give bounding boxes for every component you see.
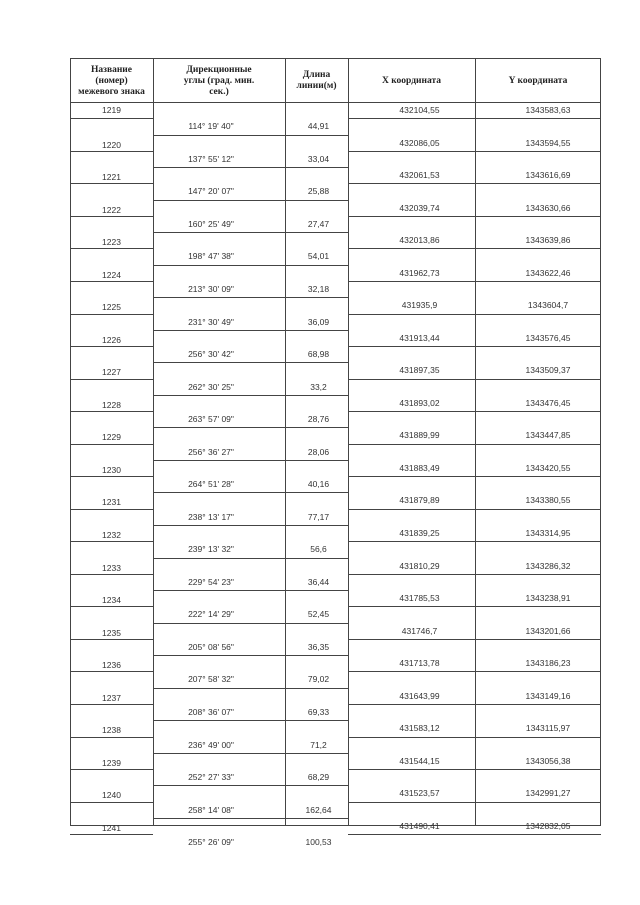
segment-row-rule xyxy=(153,330,348,331)
x-coordinate-cell: 431810,29 xyxy=(399,561,440,571)
segment-row-rule xyxy=(153,590,348,591)
segment-row-rule xyxy=(153,135,348,136)
direction-angle-cell: 256° 30' 42" xyxy=(188,349,234,359)
y-coordinate-cell: 1343115,97 xyxy=(525,723,571,733)
coordinate-row-rule xyxy=(348,281,601,282)
line-length-cell: 44,91 xyxy=(307,121,330,131)
y-coordinate-cell: 1343604,7 xyxy=(527,300,569,310)
direction-angle-cell: 137° 55' 12" xyxy=(188,154,234,164)
x-coordinate-cell: 431713,78 xyxy=(399,658,440,668)
point-name-cell: 1240 xyxy=(102,790,121,800)
direction-angle-cell: 262° 30' 25" xyxy=(188,382,234,392)
point-name-cell: 1241 xyxy=(102,823,121,833)
direction-angle-cell: 231° 30' 49" xyxy=(188,317,234,327)
segment-row-rule xyxy=(153,623,348,624)
line-length-cell: 56,6 xyxy=(310,544,327,554)
y-coordinate-cell: 1343238,91 xyxy=(525,593,571,603)
point-row-rule xyxy=(70,737,153,738)
line-length-cell: 32,18 xyxy=(307,284,330,294)
segment-row-rule xyxy=(153,818,348,819)
direction-angle-cell: 198° 47' 38" xyxy=(188,251,234,261)
line-length-cell: 71,2 xyxy=(310,740,327,750)
segment-row-rule xyxy=(153,167,348,168)
y-coordinate-cell: 1343380,55 xyxy=(525,495,571,505)
coordinate-row-rule xyxy=(348,509,601,510)
y-coordinate-cell: 1343639,86 xyxy=(525,235,571,245)
direction-angle-cell: 238° 13' 17" xyxy=(188,512,234,522)
coordinate-row-rule xyxy=(348,346,601,347)
x-coordinate-cell: 431879,89 xyxy=(399,495,440,505)
line-length-cell: 69,33 xyxy=(307,707,330,717)
x-coordinate-cell: 432013,86 xyxy=(399,235,440,245)
point-row-rule xyxy=(70,379,153,380)
point-name-cell: 1238 xyxy=(102,725,121,735)
y-coordinate-cell: 1343594,55 xyxy=(525,138,571,148)
coordinate-row-rule xyxy=(348,216,601,217)
y-coordinate-cell: 1343201,66 xyxy=(525,626,571,636)
y-coordinate-cell: 1343186,23 xyxy=(525,658,571,668)
direction-angle-cell: 258° 14' 08" xyxy=(188,805,234,815)
x-coordinate-cell: 432086,05 xyxy=(399,138,440,148)
line-length-cell: 28,06 xyxy=(307,447,330,457)
point-name-cell: 1225 xyxy=(102,302,121,312)
direction-angle-cell: 255° 26' 09" xyxy=(188,837,234,847)
x-coordinate-cell: 431523,57 xyxy=(399,788,440,798)
segment-row-rule xyxy=(153,297,348,298)
table-border-top xyxy=(70,58,601,59)
coordinate-row-rule xyxy=(348,183,601,184)
point-name-cell: 1230 xyxy=(102,465,121,475)
direction-angle-cell: 239° 13' 32" xyxy=(188,544,234,554)
point-row-rule xyxy=(70,509,153,510)
point-row-rule xyxy=(70,802,153,803)
x-coordinate-cell: 431643,99 xyxy=(399,691,440,701)
line-length-cell: 27,47 xyxy=(307,219,330,229)
line-length-cell: 79,02 xyxy=(307,674,330,684)
point-name-cell: 1222 xyxy=(102,205,121,215)
point-name-cell: 1234 xyxy=(102,595,121,605)
direction-angle-cell: 213° 30' 09" xyxy=(188,284,234,294)
y-coordinate-cell: 1342832,05 xyxy=(525,821,571,831)
header-line-length: Длина линии(м) xyxy=(296,70,337,91)
point-name-cell: 1226 xyxy=(102,335,121,345)
line-length-cell: 36,44 xyxy=(307,577,330,587)
point-name-cell: 1239 xyxy=(102,758,121,768)
x-coordinate-cell: 431544,15 xyxy=(399,756,440,766)
point-row-rule xyxy=(70,444,153,445)
direction-angle-cell: 222° 14' 29" xyxy=(188,609,234,619)
line-length-cell: 77,17 xyxy=(307,512,330,522)
direction-angle-cell: 160° 25' 49" xyxy=(188,219,234,229)
point-name-cell: 1237 xyxy=(102,693,121,703)
direction-angle-cell: 205° 08' 56" xyxy=(188,642,234,652)
direction-angle-cell: 147° 20' 07" xyxy=(188,186,234,196)
y-coordinate-cell: 1342991,27 xyxy=(525,788,571,798)
x-coordinate-cell: 431935,9 xyxy=(401,300,438,310)
x-coordinate-cell: 431746,7 xyxy=(401,626,438,636)
line-length-cell: 54,01 xyxy=(307,251,330,261)
coordinate-row-rule xyxy=(348,379,601,380)
y-coordinate-cell: 1343616,69 xyxy=(525,170,571,180)
point-name-cell: 1220 xyxy=(102,140,121,150)
x-coordinate-cell: 432061,53 xyxy=(399,170,440,180)
coordinate-row-rule xyxy=(348,671,601,672)
coordinate-row-rule xyxy=(348,834,601,835)
x-coordinate-cell: 431839,25 xyxy=(399,528,440,538)
direction-angle-cell: 208° 36' 07" xyxy=(188,707,234,717)
y-coordinate-cell: 1343630,66 xyxy=(525,203,571,213)
x-coordinate-cell: 431583,12 xyxy=(399,723,440,733)
x-coordinate-cell: 431897,35 xyxy=(399,365,440,375)
direction-angle-cell: 264° 51' 28" xyxy=(188,479,234,489)
header-x-coordinate: X координата xyxy=(381,75,442,86)
coordinate-row-rule xyxy=(348,802,601,803)
segment-row-rule xyxy=(153,232,348,233)
line-length-cell: 162,64 xyxy=(305,805,332,815)
coordinate-row-rule xyxy=(348,411,601,412)
point-name-cell: 1224 xyxy=(102,270,121,280)
direction-angle-cell: 236° 49' 00" xyxy=(188,740,234,750)
coordinate-row-rule xyxy=(348,704,601,705)
y-coordinate-cell: 1343576,45 xyxy=(525,333,571,343)
segment-row-rule xyxy=(153,200,348,201)
coordinate-row-rule xyxy=(348,118,601,119)
y-coordinate-cell: 1343476,45 xyxy=(525,398,571,408)
line-length-cell: 100,53 xyxy=(305,837,332,847)
coordinate-row-rule xyxy=(348,248,601,249)
line-length-cell: 68,29 xyxy=(307,772,330,782)
column-rule xyxy=(285,58,286,826)
point-name-cell: 1221 xyxy=(102,172,121,182)
line-length-cell: 33,2 xyxy=(310,382,327,392)
point-name-cell: 1235 xyxy=(102,628,121,638)
direction-angle-cell: 263° 57' 09" xyxy=(188,414,234,424)
line-length-cell: 52,45 xyxy=(307,609,330,619)
segment-row-rule xyxy=(153,558,348,559)
x-coordinate-cell: 432104,55 xyxy=(399,105,440,115)
direction-angle-cell: 207° 58' 32" xyxy=(188,674,234,684)
x-coordinate-cell: 431785,53 xyxy=(399,593,440,603)
point-name-cell: 1229 xyxy=(102,432,121,442)
header-point-name: Название (номер) межевого знака xyxy=(78,64,145,97)
point-name-cell: 1228 xyxy=(102,400,121,410)
y-coordinate-cell: 1343286,32 xyxy=(525,561,571,571)
coordinate-row-rule xyxy=(348,606,601,607)
segment-row-rule xyxy=(153,362,348,363)
line-length-cell: 36,35 xyxy=(307,642,330,652)
segment-row-rule xyxy=(153,427,348,428)
coordinate-row-rule xyxy=(348,151,601,152)
coordinate-row-rule xyxy=(348,541,601,542)
point-name-cell: 1236 xyxy=(102,660,121,670)
x-coordinate-cell: 431490,41 xyxy=(399,821,440,831)
coordinate-row-rule xyxy=(348,574,601,575)
line-length-cell: 25,88 xyxy=(307,186,330,196)
y-coordinate-cell: 1343622,46 xyxy=(525,268,571,278)
point-name-cell: 1227 xyxy=(102,367,121,377)
header-direction-angle: Дирекционные углы (град. мин. сек.) xyxy=(183,64,255,97)
coordinate-row-rule xyxy=(348,444,601,445)
direction-angle-cell: 114° 19' 40" xyxy=(188,121,234,131)
coordinate-row-rule xyxy=(348,476,601,477)
segment-row-rule xyxy=(153,655,348,656)
coordinate-row-rule xyxy=(348,314,601,315)
point-name-cell: 1219 xyxy=(102,105,121,115)
x-coordinate-cell: 431962,73 xyxy=(399,268,440,278)
boundary-coordinates-table xyxy=(70,58,601,847)
header-y-coordinate: Y координата xyxy=(508,75,568,86)
segment-row-rule xyxy=(153,492,348,493)
segment-row-rule xyxy=(153,720,348,721)
line-length-cell: 33,04 xyxy=(307,154,330,164)
y-coordinate-cell: 1343314,95 xyxy=(525,528,571,538)
x-coordinate-cell: 432039,74 xyxy=(399,203,440,213)
y-coordinate-cell: 1343149,16 xyxy=(525,691,571,701)
x-coordinate-cell: 431893,02 xyxy=(399,398,440,408)
x-coordinate-cell: 431913,44 xyxy=(399,333,440,343)
point-name-cell: 1232 xyxy=(102,530,121,540)
direction-angle-cell: 256° 36' 27" xyxy=(188,447,234,457)
segment-row-rule xyxy=(153,460,348,461)
point-name-cell: 1231 xyxy=(102,497,121,507)
coordinate-row-rule xyxy=(348,639,601,640)
y-coordinate-cell: 1343420,55 xyxy=(525,463,571,473)
x-coordinate-cell: 431889,99 xyxy=(399,430,440,440)
direction-angle-cell: 252° 27' 33" xyxy=(188,772,234,782)
coordinate-row-rule xyxy=(348,769,601,770)
line-length-cell: 36,09 xyxy=(307,317,330,327)
point-row-rule xyxy=(70,118,153,119)
y-coordinate-cell: 1343056,38 xyxy=(525,756,571,766)
point-row-rule xyxy=(70,314,153,315)
segment-row-rule xyxy=(153,753,348,754)
y-coordinate-cell: 1343583,63 xyxy=(525,105,571,115)
point-name-cell: 1233 xyxy=(102,563,121,573)
segment-row-rule xyxy=(153,395,348,396)
y-coordinate-cell: 1343447,85 xyxy=(525,430,571,440)
segment-row-rule xyxy=(153,525,348,526)
coordinate-row-rule xyxy=(348,737,601,738)
x-coordinate-cell: 431883,49 xyxy=(399,463,440,473)
segment-row-rule xyxy=(153,265,348,266)
line-length-cell: 68,98 xyxy=(307,349,330,359)
segment-row-rule xyxy=(153,785,348,786)
point-name-cell: 1223 xyxy=(102,237,121,247)
segment-row-rule xyxy=(153,688,348,689)
y-coordinate-cell: 1343509,37 xyxy=(525,365,571,375)
line-length-cell: 40,16 xyxy=(307,479,330,489)
line-length-cell: 28,76 xyxy=(307,414,330,424)
direction-angle-cell: 229° 54' 23" xyxy=(188,577,234,587)
